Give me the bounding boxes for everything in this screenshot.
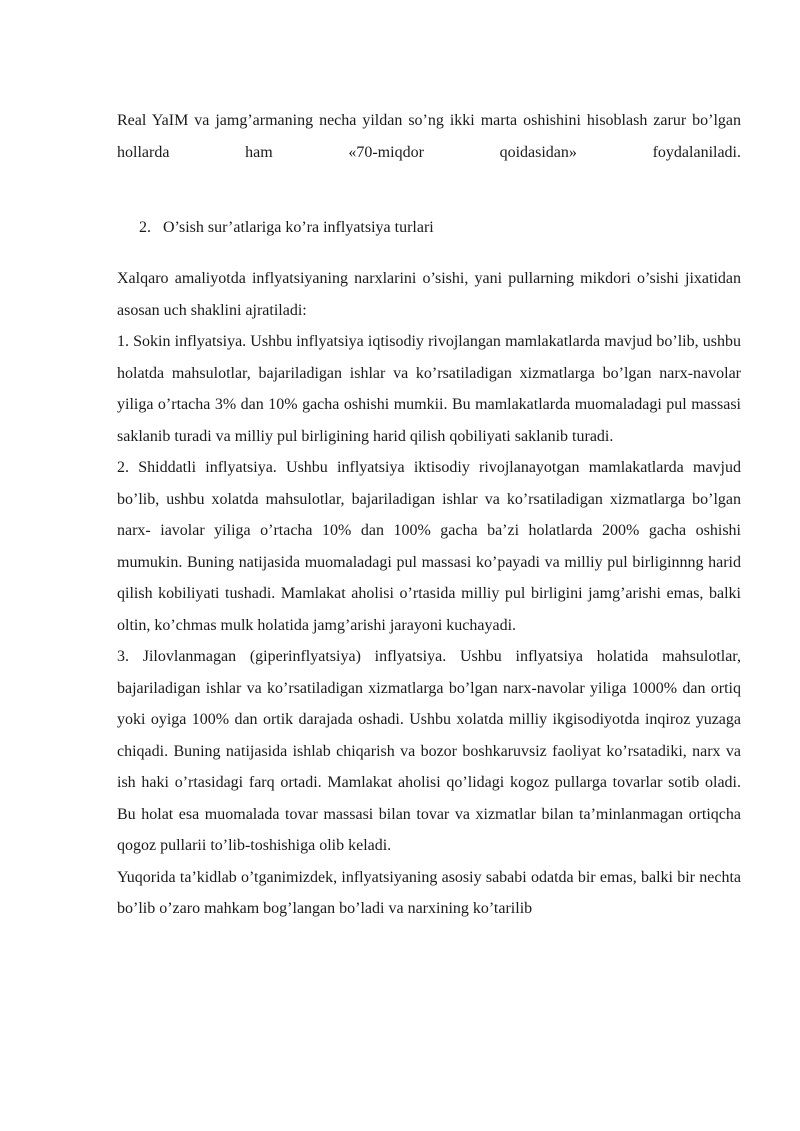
paragraph-mild-inflation: 1. Sokin inflyatsiya. Ushbu inflyatsiya iqtisodiy rivojlangan mamlakatlarda mavjud bo’lib, ushbu holatda mahsulotlar, bajariladigan ishlar va ko’rsatiladigan xizmatlarga bo’lgan narx-navolar yiliga o’rtacha 3% dan 10% gacha oshishi mumkii. Bu mamlakatlarda muomaladagi pul massasi saklanib turadi va milliy pul birligining harid qilish qobiliyati saklanib turadi. [117, 333, 741, 445]
paragraph-conclusion: Yuqorida ta’kidlab o’tganimizdek, inflyatsiyaning asosiy sababi odatda bir emas, balki bir nechta bo’lib o’zaro mahkam bog’langan bo’ladi va narxining ko’tarilib [117, 868, 741, 917]
paragraph-galloping-inflation: 2. Shiddatli inflyatsiya. Ushbu inflyatsiya iktisodiy rivojlanayotgan mamlakatlarda mavjud bo’lib, ushbu xolatda mahsulotlar, bajariladigan ishlar va ko’rsatiladigan xizmatlarga bo’lgan narx- iavolar yiliga o’rtacha 10% dan 100% gacha ba’zi holatlarda 200% gacha oshishi mumukin. Buning natijasida muomaladagi pul massasi ko’payadi va milliy pul birliginnng harid qilish kobiliyati tushadi. Mamlakat aholisi o’rtasida milliy pul birligini jamg’arishi emas, balki oltin, ko’chmas mulk holatida jamg’arishi jarayoni kuchayadi. [117, 459, 741, 634]
section-title: O’sish sur’atlariga ko’ra inflyatsiya turlari [163, 219, 434, 236]
section-number: 2. [139, 219, 151, 236]
body-text [117, 263, 741, 925]
paragraph-hyperinflation: 3. Jilovlanmagan (giperinflyatsiya) inflyatsiya. Ushbu inflyatsiya holatida mahsulotlar, bajariladigan ishlar va ko’rsatiladigan xizmatlarga bo’lgan narx-navolar yiliga 1000% dan ortiq yoki oyiga 100% dan ortik darajada oshadi. Ushbu xolatda milliy ikgisodiyotda inqiroz yuzaga chiqadi. Buning natijasida ishlab chiqarish va bozor boshkaruvsiz faoliyat ko’rsatadiki, narx va ish haki o’rtasidagi farq ortadi. Mamlakat aholisi qo’lidagi kogoz pullarga tovarlar sotib oladi. Bu holat esa muomalada tovar massasi bilan tovar va xizmatlar bilan ta’minlanmagan ortiqcha qogoz pullarii to’lib-toshishiga olib keladi. [117, 648, 741, 854]
section-heading [139, 212, 434, 244]
intro-paragraph-block [117, 105, 741, 168]
intro-paragraph: Real YaIM va jamg’armaning necha yildan so’ng ikki marta oshishini hisoblash zarur bo’lgan hollarda ham «70-miqdor qoidasidan» foydalaniladi. [117, 112, 741, 161]
paragraph-overview: Xalqaro amaliyotda inflyatsiyaning narxlarini o’sishi, yani pullarning mikdori o’sishi jixatidan asosan uch shaklini ajratiladi: [117, 270, 741, 319]
